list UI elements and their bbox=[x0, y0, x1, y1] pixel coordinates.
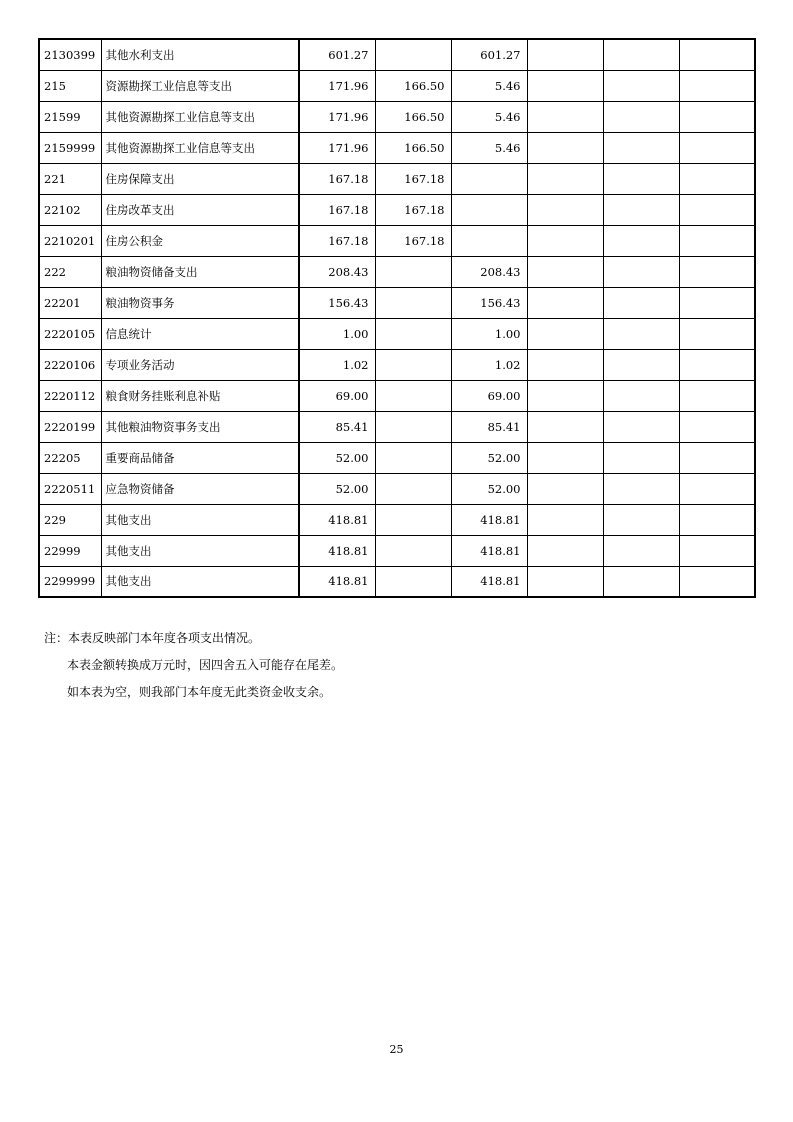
cell-project: 208.43 bbox=[451, 256, 527, 287]
cell-code: 22201 bbox=[39, 287, 101, 318]
cell-empty bbox=[603, 504, 679, 535]
table-row bbox=[39, 225, 755, 256]
cell-empty bbox=[527, 70, 603, 101]
cell-project bbox=[451, 225, 527, 256]
cell-empty bbox=[603, 70, 679, 101]
cell-empty bbox=[527, 194, 603, 225]
cell-basic: 166.50 bbox=[375, 132, 451, 163]
cell-empty bbox=[679, 132, 755, 163]
cell-code: 2220106 bbox=[39, 349, 101, 380]
cell-code: 2159999 bbox=[39, 132, 101, 163]
cell-empty bbox=[527, 101, 603, 132]
page-number: 25 bbox=[389, 1043, 404, 1056]
table-row bbox=[39, 132, 755, 163]
cell-code: 22999 bbox=[39, 535, 101, 566]
cell-code: 2220105 bbox=[39, 318, 101, 349]
table-row bbox=[39, 194, 755, 225]
cell-empty bbox=[679, 318, 755, 349]
cell-basic bbox=[375, 256, 451, 287]
cell-name: 粮食财务挂账利息补贴 bbox=[101, 380, 299, 411]
cell-code: 21599 bbox=[39, 101, 101, 132]
cell-code: 2299999 bbox=[39, 566, 101, 597]
cell-code: 2220511 bbox=[39, 473, 101, 504]
cell-empty bbox=[679, 70, 755, 101]
table-row bbox=[39, 101, 755, 132]
cell-empty bbox=[527, 39, 603, 70]
cell-project: 69.00 bbox=[451, 380, 527, 411]
cell-empty bbox=[603, 349, 679, 380]
cell-total: 171.96 bbox=[299, 132, 375, 163]
cell-basic bbox=[375, 411, 451, 442]
cell-name: 其他水利支出 bbox=[101, 39, 299, 70]
cell-basic bbox=[375, 39, 451, 70]
cell-empty bbox=[679, 411, 755, 442]
table-row bbox=[39, 349, 755, 380]
cell-basic bbox=[375, 566, 451, 597]
cell-empty bbox=[603, 535, 679, 566]
cell-project: 85.41 bbox=[451, 411, 527, 442]
cell-project: 52.00 bbox=[451, 473, 527, 504]
cell-basic: 167.18 bbox=[375, 163, 451, 194]
cell-project bbox=[451, 194, 527, 225]
cell-basic: 167.18 bbox=[375, 225, 451, 256]
cell-code: 229 bbox=[39, 504, 101, 535]
cell-code: 2220199 bbox=[39, 411, 101, 442]
cell-total: 171.96 bbox=[299, 101, 375, 132]
cell-empty bbox=[527, 473, 603, 504]
cell-name: 其他粮油物资事务支出 bbox=[101, 411, 299, 442]
cell-empty bbox=[603, 473, 679, 504]
table-row bbox=[39, 256, 755, 287]
cell-name: 粮油物资事务 bbox=[101, 287, 299, 318]
cell-empty bbox=[679, 473, 755, 504]
cell-total: 1.02 bbox=[299, 349, 375, 380]
cell-empty bbox=[527, 287, 603, 318]
cell-code: 2130399 bbox=[39, 39, 101, 70]
cell-empty bbox=[527, 256, 603, 287]
cell-empty bbox=[603, 132, 679, 163]
cell-name: 粮油物资储备支出 bbox=[101, 256, 299, 287]
table-row bbox=[39, 473, 755, 504]
cell-basic: 166.50 bbox=[375, 70, 451, 101]
cell-empty bbox=[527, 132, 603, 163]
cell-basic bbox=[375, 473, 451, 504]
cell-empty bbox=[679, 504, 755, 535]
cell-empty bbox=[679, 225, 755, 256]
cell-project: 5.46 bbox=[451, 70, 527, 101]
cell-empty bbox=[527, 163, 603, 194]
cell-project bbox=[451, 163, 527, 194]
cell-empty bbox=[603, 287, 679, 318]
cell-empty bbox=[679, 287, 755, 318]
cell-empty bbox=[679, 39, 755, 70]
note-line-1: 注：本表反映部门本年度各项支出情况。 bbox=[44, 631, 261, 645]
cell-total: 156.43 bbox=[299, 287, 375, 318]
cell-basic bbox=[375, 318, 451, 349]
cell-code: 215 bbox=[39, 70, 101, 101]
cell-empty bbox=[527, 349, 603, 380]
table-body bbox=[39, 39, 755, 597]
cell-empty bbox=[603, 194, 679, 225]
cell-empty bbox=[679, 442, 755, 473]
cell-name: 住房改革支出 bbox=[101, 194, 299, 225]
cell-empty bbox=[603, 566, 679, 597]
cell-empty bbox=[527, 225, 603, 256]
cell-empty bbox=[679, 194, 755, 225]
cell-basic bbox=[375, 349, 451, 380]
cell-empty bbox=[527, 535, 603, 566]
cell-name: 资源勘探工业信息等支出 bbox=[101, 70, 299, 101]
cell-basic bbox=[375, 287, 451, 318]
cell-empty bbox=[603, 442, 679, 473]
cell-total: 167.18 bbox=[299, 163, 375, 194]
cell-code: 2210201 bbox=[39, 225, 101, 256]
cell-project: 418.81 bbox=[451, 504, 527, 535]
table-row bbox=[39, 287, 755, 318]
cell-basic bbox=[375, 380, 451, 411]
cell-name: 信息统计 bbox=[101, 318, 299, 349]
cell-total: 1.00 bbox=[299, 318, 375, 349]
table-row bbox=[39, 39, 755, 70]
cell-empty bbox=[603, 101, 679, 132]
cell-total: 167.18 bbox=[299, 225, 375, 256]
cell-empty bbox=[527, 442, 603, 473]
cell-empty bbox=[603, 411, 679, 442]
cell-basic bbox=[375, 442, 451, 473]
cell-total: 52.00 bbox=[299, 473, 375, 504]
table-row bbox=[39, 318, 755, 349]
cell-project: 418.81 bbox=[451, 535, 527, 566]
cell-total: 601.27 bbox=[299, 39, 375, 70]
table-row bbox=[39, 380, 755, 411]
note-line-2: 本表金额转换成万元时，因四舍五入可能存在尾差。 bbox=[67, 658, 344, 672]
cell-basic bbox=[375, 535, 451, 566]
cell-project: 5.46 bbox=[451, 101, 527, 132]
cell-project: 418.81 bbox=[451, 566, 527, 597]
table-row bbox=[39, 535, 755, 566]
cell-empty bbox=[679, 101, 755, 132]
cell-basic bbox=[375, 504, 451, 535]
cell-empty bbox=[603, 318, 679, 349]
cell-total: 167.18 bbox=[299, 194, 375, 225]
cell-empty bbox=[527, 411, 603, 442]
cell-total: 52.00 bbox=[299, 442, 375, 473]
table-row bbox=[39, 504, 755, 535]
cell-empty bbox=[679, 535, 755, 566]
cell-code: 22205 bbox=[39, 442, 101, 473]
cell-project: 5.46 bbox=[451, 132, 527, 163]
cell-total: 418.81 bbox=[299, 535, 375, 566]
cell-name: 其他支出 bbox=[101, 504, 299, 535]
cell-empty bbox=[679, 163, 755, 194]
cell-project: 156.43 bbox=[451, 287, 527, 318]
cell-empty bbox=[527, 380, 603, 411]
cell-basic: 167.18 bbox=[375, 194, 451, 225]
table-row bbox=[39, 442, 755, 473]
table-row bbox=[39, 411, 755, 442]
cell-empty bbox=[527, 504, 603, 535]
expenditure-table bbox=[38, 38, 756, 598]
cell-code: 222 bbox=[39, 256, 101, 287]
cell-empty bbox=[603, 256, 679, 287]
cell-empty bbox=[527, 318, 603, 349]
cell-name: 其他支出 bbox=[101, 566, 299, 597]
cell-project: 1.02 bbox=[451, 349, 527, 380]
cell-total: 171.96 bbox=[299, 70, 375, 101]
cell-empty bbox=[603, 225, 679, 256]
cell-total: 208.43 bbox=[299, 256, 375, 287]
cell-name: 重要商品储备 bbox=[101, 442, 299, 473]
cell-total: 418.81 bbox=[299, 566, 375, 597]
cell-empty bbox=[679, 380, 755, 411]
table-row bbox=[39, 566, 755, 597]
cell-empty bbox=[679, 566, 755, 597]
cell-empty bbox=[527, 566, 603, 597]
note-line-3: 如本表为空，则我部门本年度无此类资金收支余。 bbox=[67, 685, 332, 699]
cell-name: 住房保障支出 bbox=[101, 163, 299, 194]
cell-code: 22102 bbox=[39, 194, 101, 225]
cell-name: 住房公积金 bbox=[101, 225, 299, 256]
cell-project: 1.00 bbox=[451, 318, 527, 349]
cell-name: 其他资源勘探工业信息等支出 bbox=[101, 101, 299, 132]
cell-total: 69.00 bbox=[299, 380, 375, 411]
cell-project: 52.00 bbox=[451, 442, 527, 473]
cell-name: 其他支出 bbox=[101, 535, 299, 566]
cell-total: 85.41 bbox=[299, 411, 375, 442]
cell-project: 601.27 bbox=[451, 39, 527, 70]
cell-total: 418.81 bbox=[299, 504, 375, 535]
cell-name: 专项业务活动 bbox=[101, 349, 299, 380]
table-row bbox=[39, 70, 755, 101]
cell-empty bbox=[603, 163, 679, 194]
cell-empty bbox=[679, 256, 755, 287]
cell-empty bbox=[603, 380, 679, 411]
cell-empty bbox=[603, 39, 679, 70]
cell-basic: 166.50 bbox=[375, 101, 451, 132]
table-notes bbox=[44, 625, 343, 706]
cell-name: 其他资源勘探工业信息等支出 bbox=[101, 132, 299, 163]
cell-code: 2220112 bbox=[39, 380, 101, 411]
cell-code: 221 bbox=[39, 163, 101, 194]
cell-name: 应急物资储备 bbox=[101, 473, 299, 504]
table-row bbox=[39, 163, 755, 194]
cell-empty bbox=[679, 349, 755, 380]
